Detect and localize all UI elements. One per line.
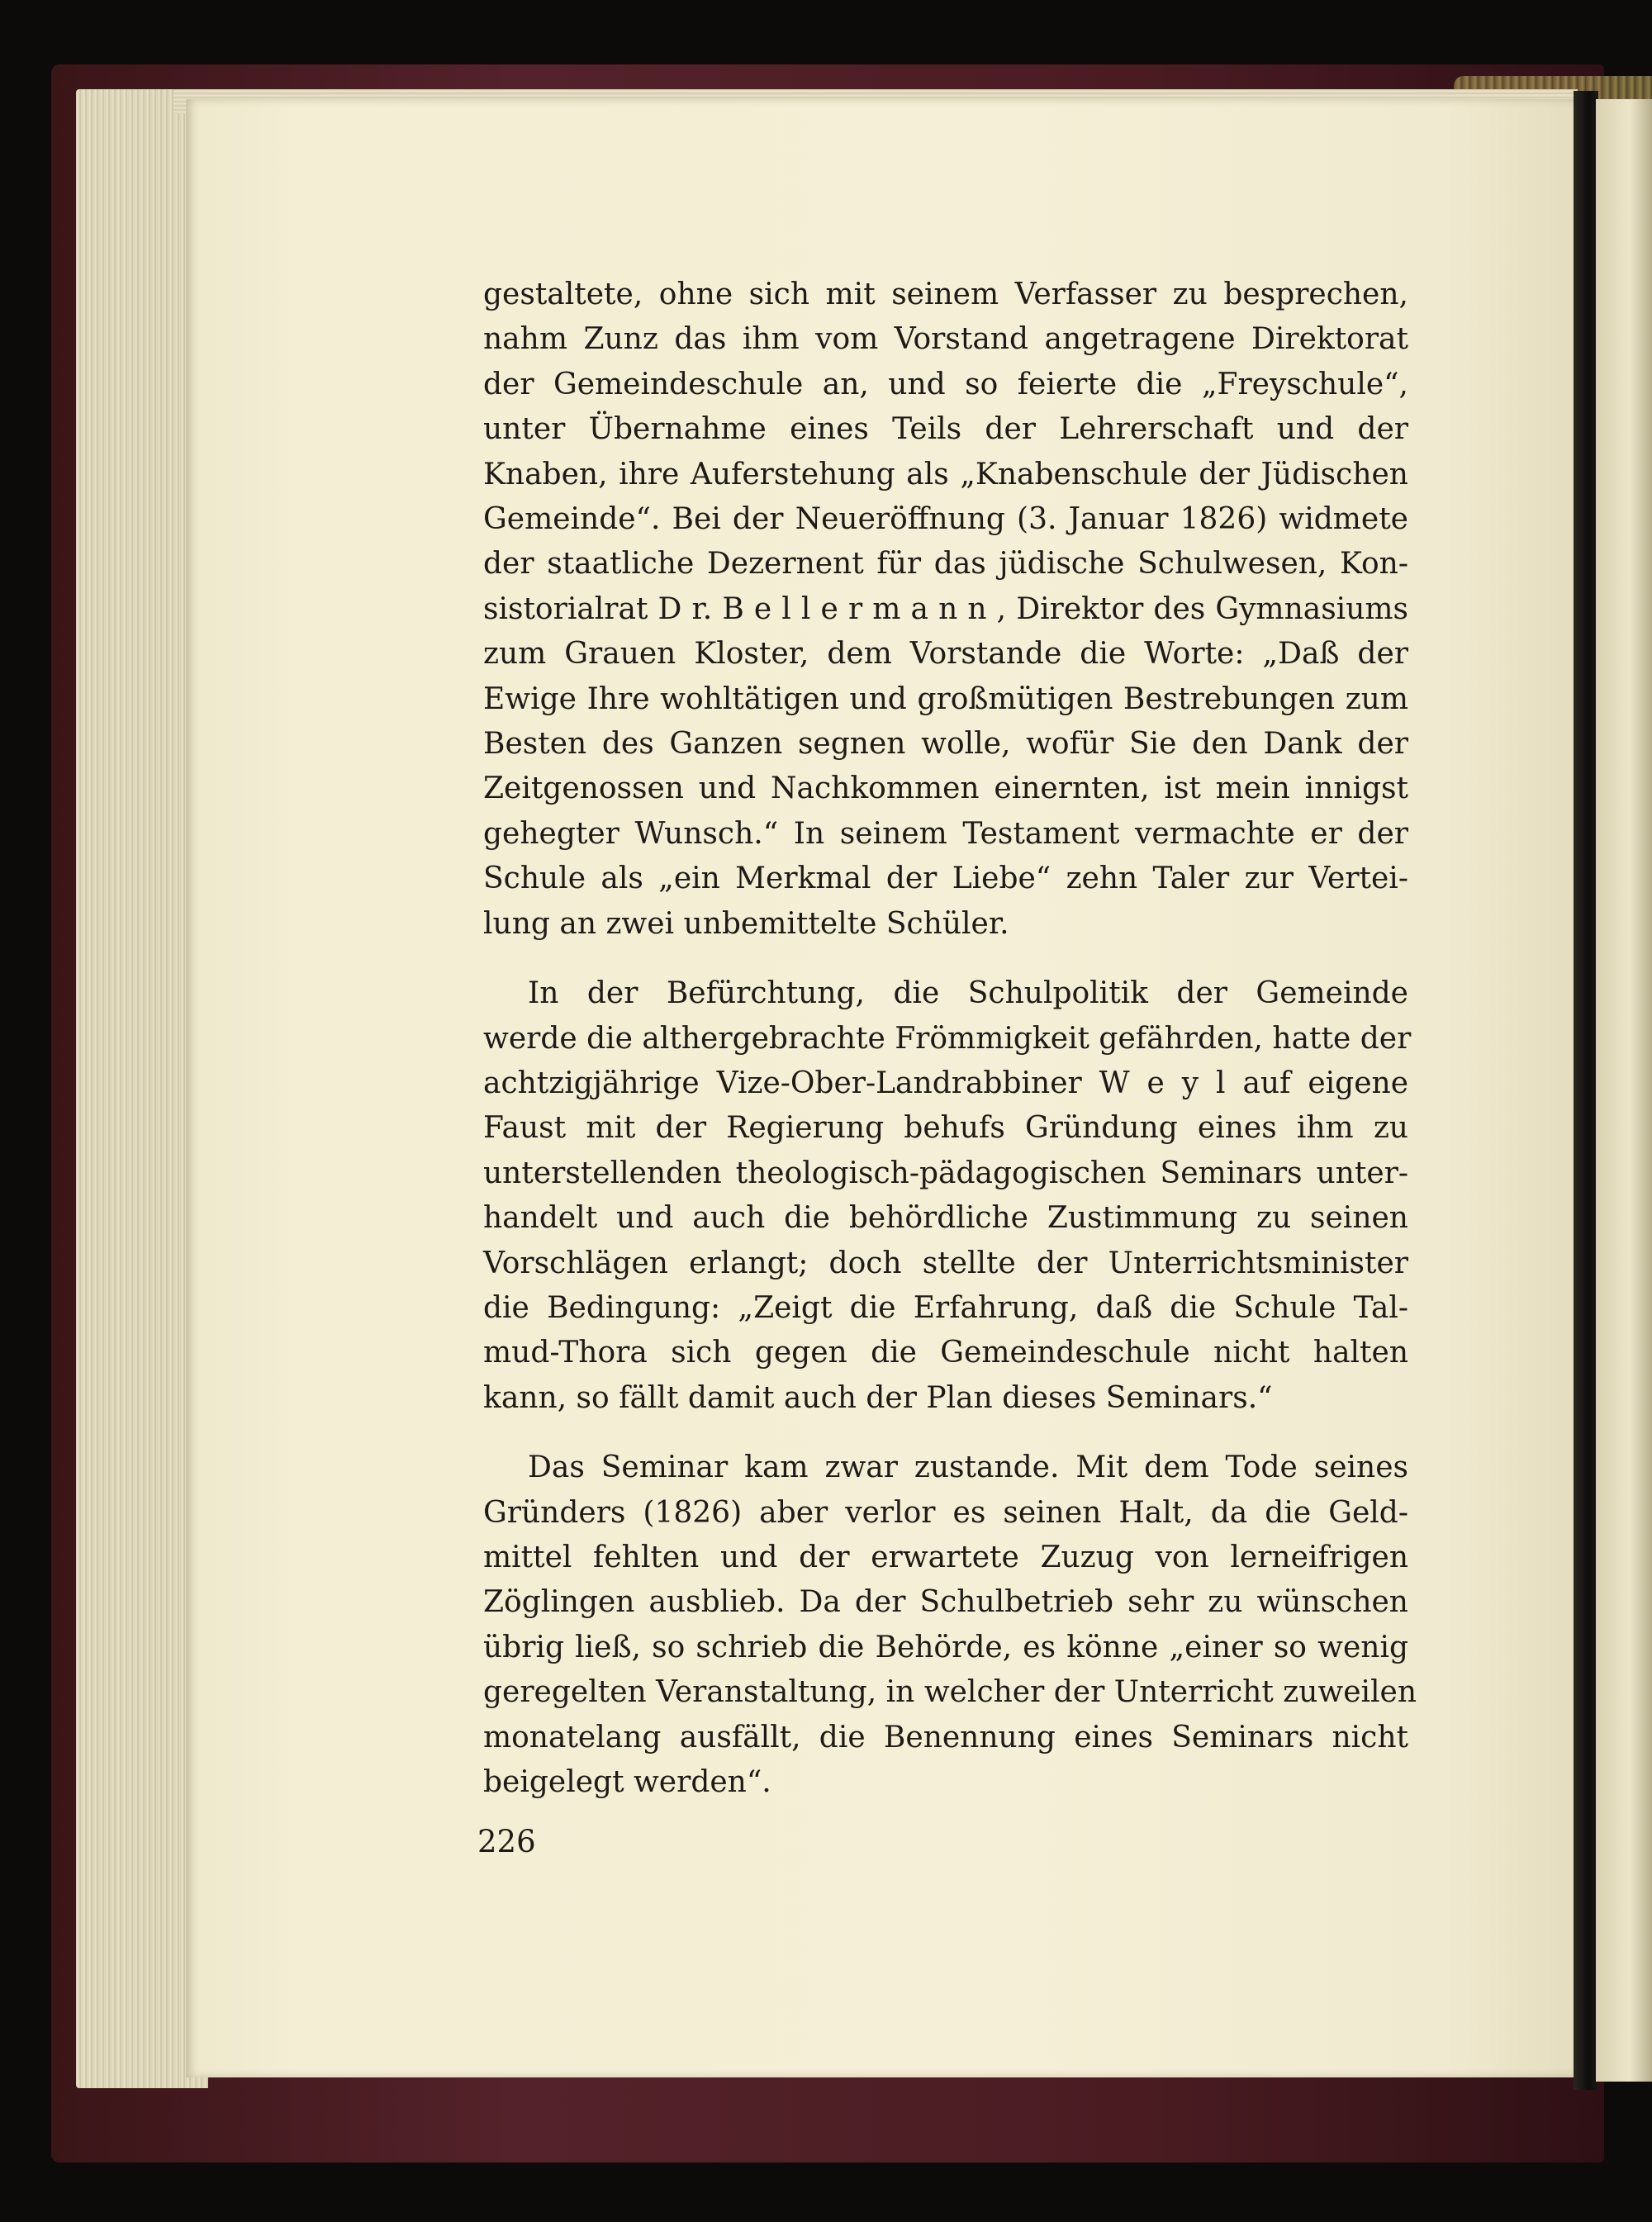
text-line: Besten des Ganzen segnen wolle, wofür Sie den Dank der [483, 727, 1408, 762]
text-line: der Gemeindeschule an, und so feierte die „Freyschule“, [483, 367, 1408, 401]
text-line: zum Grauen Kloster, dem Vorstande die Worte: „Daß der [483, 637, 1408, 672]
page-body-text [483, 273, 1417, 1805]
text-line: Das Seminar kam zwar zustande. Mit dem Tode seines [528, 1450, 1408, 1485]
text-line: gestaltete, ohne sich mit seinem Verfasser zu besprechen, [483, 278, 1408, 311]
facing-page-edge [1596, 99, 1652, 2082]
text-line: der staatliche Dezernent für das jüdische Schulwesen, Kon- [483, 547, 1408, 582]
text-line: Zöglingen ausblieb. Da der Schulbetrieb sehr zu wünschen [483, 1585, 1408, 1620]
text-line: Gemeinde“. Bei der Neueröffnung (3. Januar 1826) widmete [483, 502, 1408, 537]
text-line: sistorialrat D r. B e l l e r m a n n , Direktor des Gymnasiums [483, 591, 1408, 626]
text-line: geregelten Veranstaltung, in welcher der Unterricht zuweilen [483, 1675, 1417, 1710]
text-line: nahm Zunz das ihm vom Vorstand angetragene Direktorat [483, 322, 1408, 357]
paragraph-1 [483, 273, 1408, 947]
text-line: gehegter Wunsch.“ In seinem Testament vermachte er der [483, 816, 1408, 851]
text-line: unterstellenden theologisch-pädagogischen Seminars unter- [483, 1156, 1408, 1190]
text-line: In der Befürchtung, die Schulpolitik der Gemeinde [528, 976, 1408, 1011]
text-line: Vorschlägen erlangt; doch stellte der Unterrichtsminister [483, 1246, 1408, 1280]
text-line: kann, so fällt damit auch der Plan dieses Seminars.“ [483, 1380, 1273, 1415]
page-number: 226 [477, 1824, 536, 1859]
book-gutter [1574, 91, 1598, 2090]
text-line: handelt und auch die behördliche Zustimmung zu seinen [483, 1201, 1408, 1236]
text-line: werde die althergebrachte Frömmigkeit gefährden, hatte der [483, 1021, 1412, 1056]
text-line: übrig ließ, so schrieb die Behörde, es könne „einer so wenig [483, 1630, 1408, 1664]
text-line: die Bedingung: „Zeigt die Erfahrung, daß die Schule Tal- [483, 1290, 1408, 1325]
text-line: Gründers (1826) aber verlor es seinen Halt, da die Geld- [483, 1495, 1408, 1530]
text-line: Schule als „ein Merkmal der Liebe“ zehn Taler zur Vertei- [483, 862, 1408, 896]
text-line: mud-Thora sich gegen die Gemeindeschule nicht halten [483, 1336, 1408, 1370]
text-line: Zeitgenossen und Nachkommen einernten, ist mein innigst [483, 772, 1408, 806]
text-line: lung an zwei unbemittelte Schüler. [483, 906, 1009, 941]
text-line: Knaben, ihre Auferstehung als „Knabenschule der Jüdischen [483, 457, 1408, 491]
text-line: unter Übernahme eines Teils der Lehrerschaft und der [483, 412, 1408, 447]
text-line: monatelang ausfällt, die Benennung eines Seminars nicht [483, 1720, 1408, 1754]
text-line: achtzigjährige Vize-Ober-Landrabbiner W e y l auf eigene [483, 1066, 1408, 1100]
text-line: Faust mit der Regierung behufs Gründung eines ihm zu [483, 1111, 1408, 1146]
text-line: beigelegt werden“. [483, 1765, 771, 1799]
paragraph-3 [483, 1446, 1417, 1805]
text-line: mittel fehlten und der erwartete Zuzug von lerneifrigen [483, 1540, 1408, 1574]
paragraph-2 [483, 971, 1412, 1421]
text-line: Ewige Ihre wohltätigen und großmütigen Bestrebungen zum [483, 681, 1408, 716]
